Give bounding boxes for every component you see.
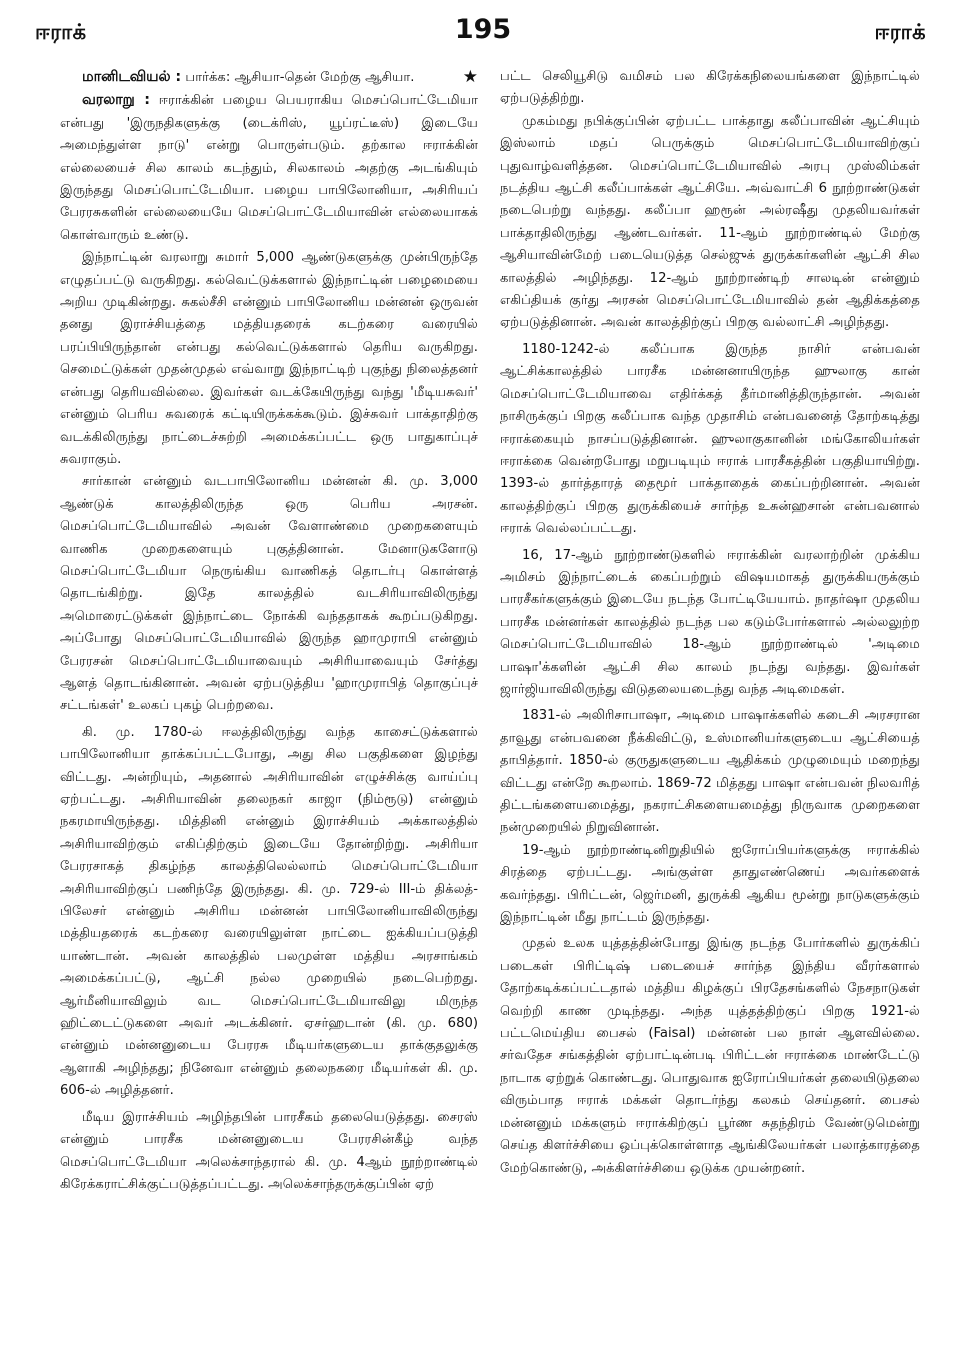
history-paragraph-1 [60, 89, 478, 247]
right-column [500, 66, 920, 1351]
left-column [60, 66, 478, 1351]
history-heading: வரலாறு : [82, 92, 151, 109]
history-paragraph-10: 1831-ல் அலிரிசாபாஷா, அடிமை பாஷாக்களில் கடைசி அரசரான தாவூது என்பவனை நீக்கிவிட்டு, உஸ்மானியர்களுடைய ஆட்சியைத் தாபித்தார். 1850-ல் குருதுகளுடைய ஆதிக்கம் முழுமையும் மறைந்து விட்டது என்றே கூறலாம். 1869-72 மித்தது பாஷா என்பவன் நிலவரித் திட்டங்களையமைத்து, நகராட்சிகளையமைத்து நிருவாக முறைகளை நன்முறையில் நிறுவினான். [500, 708, 920, 836]
page-header [0, 0, 966, 60]
history-paragraph-4: கி. மு. 1780-ல் ஈலத்திலிருந்து வந்த காசைட்டுக்களால் பாபிலோனியா தாக்கப்பட்டபோது, அது சில பகுதிகளை இழந்து விட்டது. அன்றியும், அதனால் அசிரியாவின் எழுச்சிக்கு வாய்ப்பு ஏற்பட்டது. அசிரியாவின் தலைநகர் காஜா (நிம்ரூடு) என்னும் நகரமாயிருந்தது. மித்தினி என்னும் இராச்சியம் அக்காலத்தில் அசிரியாவிற்கும் எகிப்திற்கும் இடையே தோன்றிற்று. அசிரியா பேரரசாகத் திகழ்ந்த காலத்திலெல்லாம் மெசப்பொட்டேமியா அசிரியாவிற்குப் பணிந்தே இருந்தது. கி. மு. 729-ல் III-ம் திக்லத்-பிலேசர் என்னும் அசிரிய மன்னன் பாபிலோனியாவிலிருந்து மத்தியதரைக் கடற்கரை வரையிலுள்ள நாட்டை ஐக்கியப்படுத்தி யாண்டான். அவன் காலத்தில் பலமுள்ள மத்திய அரசாங்கம் அமைக்கப்பட்டு, ஆட்சி நல்ல முறையில் நடைபெற்றது. ஆர்மீனியாவிலும் வட மெசப்பொட்டேமியாவிலு மிருந்த ஹிட்டைட்டுகளை அவர் அடக்கினர். ஏசர்ஹடான் (கி. மு. 680) என்னும் மன்னனுடைய பேரரசு மீடியர்களுடைய தாக்குதலுக்கு ஆளாகி அழிந்தது; நினேவா என்னும் தலைநகரை மீடியர்கள் கி. மு. 606-ல் அழித்தனர். [60, 724, 478, 1099]
history-paragraph-9: 16, 17-ஆம் நூற்றாண்டுகளில் ஈராக்கின் வரலாற்றின் முக்கிய அமிசம் இந்நாட்டைக் கைப்பற்றும் விஷயமாகத் துருக்கியருக்கும் பாரசீகர்களுக்கும் இடையே நடந்த போட்டியேயாம். நாதர்ஷா முதலிய பாரசீக மன்னர்கள் காலத்தில் நடந்த பல கடும்போர்களால் அல்லலுற்ற மெசப்பொட்டேமியாவில் 18-ஆம் நூற்றாண்டில் 'அடிமை பாஷா'க்களின் ஆட்சி சில காலம் நடந்து வந்தது. இவர்கள் ஜார்ஜியாவிலிருந்து விடுதலையடைந்து வந்த அடிமைகள். [500, 547, 920, 697]
star-icon: ★ [462, 67, 478, 87]
history-text-1: ஈராக்கின் பழைய பெயராகிய மெசப்பொட்டேமியா என்பது 'இருநதிகளுக்கு (டைக்ரிஸ், யூப்ரட்டீஸ்) இடையே அமைந்துள்ள நாடு' என்று பொருள்படும். தற்கால ஈராக்கின் எல்லையைச் சில காலம் கடந்தும், சிலகாலம் அதற்கு அடங்கியும் இருந்தது மெசப்பொட்டேமியா. பழைய பாபிலோனியா, அசிரியப் பேரரசுகளின் எல்லையையே மெசப்பொட்டேமியாவின் எல்லையாகக் கொள்வாரும் உண்டு. [60, 93, 478, 243]
running-head-right: ஈராக் [874, 20, 926, 44]
history-paragraph-12: முதல் உலக யுத்தத்தின்போது இங்கு நடந்த போர்களில் துருக்கிப் படைகள் பிரிட்டிஷ் படையைச் சார்ந்த இந்திய வீரர்களால் தோற்கடிக்கப்பட்டதால் மத்திய கிழக்குப் பிரதேசங்களில் நேசநாடுகள் வெற்றி காண முடிந்தது. அந்த யுத்தத்திற்குப் பிறகு 1921-ல் பட்டமெய்திய பைசல் (Faisal) மன்னன் பல நாள் ஆளவில்லை. சர்வதேச சங்கத்தின் ஏற்பாட்டின்படி பிரிட்டன் ஈராக்கை மாண்டேட்டு நாடாக ஏற்றுக் கொண்டது. பொதுவாக ஐரோப்பியர்கள் தலையிடுதலை விரும்பாத ஈராக் மக்கள் தொடர்ந்து கலகம் செய்தனர். பைசல் மன்னனும் மக்களும் ஈராக்கிற்குப் பூர்ண சுதந்திரம் வேண்டுமென்று செய்த கிளர்ச்சியை ஒப்புக்கொள்ளாத ஆங்கிலேயர்கள் பலாத்காரத்தை மேற்கொண்டு, அக்கிளர்ச்சியை ஒடுக்க முயன்றனர். [500, 936, 920, 1176]
page-number: 195 [454, 14, 512, 45]
history-paragraph-2: இந்நாட்டின் வரலாறு சுமார் 5,000 ஆண்டுகளுக்கு முன்பிருந்தே எழுதப்பட்டு வருகிறது. கல்வெட்டுக்களால் இந்நாட்டின் பழைமையை அறிய முடிகின்றது. சுகல்சீசி என்னும் பாபிலோனிய மன்னன் ஒருவன் தனது இராச்சியத்தை மத்தியதரைக் கடற்கரை வரையில் பரப்பியிருந்தான் என்பது கல்வெட்டுக்களால் தெரிய வருகிறது. செமைட்டுக்கள் முதன்முதல் எவ்வாறு இந்நாட்டிற் புகுந்து நிலைத்தனர் என்பது தெரியவில்லை. இவர்கள் வடக்கேயிருந்து வந்து 'மீடியசுவர்' என்னும் பெரிய சுவரைக் கட்டியிருக்கக்கூடும். இச்சுவர் பாக்தாதிற்கு வடக்கிலிருந்து நாட்டைச்சுற்றி அமைக்கப்பட்ட ஒரு பாதுகாப்புச் சுவராகும். [60, 250, 478, 467]
history-paragraph-3: சார்கான் என்னும் வடபாபிலோனிய மன்னன் கி. மு. 3,000 ஆண்டுக் காலத்திலிருந்த ஒரு பெரிய அரசன். மெசப்பொட்டேமியாவில் அவன் வேளாண்மை முறைகளையும் வாணிக முறைகளையும் புகுத்தினான். மேனாடுகளோடு மெசப்பொட்டேமியா நெருங்கிய வாணிகத் தொடர்பு கொள்ளத் தொடங்கிற்று. இதே காலத்தில் வடசிரியாவிலிருந்து அமொரைட்டுக்கள் இந்நாட்டை நோக்கி வந்ததாகக் கூறப்படுகிறது. அப்போது மெசப்பொட்டேமியாவில் இருந்த ஹாமுராபி என்னும் பேரரசன் மெசப்பொட்டேமியாவையும் அசிரியாவையும் சேர்த்து ஆளத் தொடங்கினான். அவன் ஏற்படுத்திய 'ஹாமுராபித் தொகுப்புச் சட்டங்கள்' உலகப் புகழ் பெற்றவை. [60, 474, 478, 714]
history-paragraph-7: முகம்மது நபிக்குப்பின் ஏற்பட்ட பாக்தாது கலீப்பாவின் ஆட்சியும் இஸ்லாம் மதப் பெருக்கும் மெசப்பொட்டேமியாவிற்குப் புதுவாழ்வளித்தன. மெசப்பொட்டேமியாவில் அரபு முஸ்லிம்கள் நடத்திய ஆட்சி கலீப்பாக்கள் ஆட்சியே. அவ்வாட்சி 6 நூற்றாண்டுகள் நடைபெற்று வந்தது. கலீப்பா ஹரூன் அல்ரஷீது முதலியவர்கள் பாக்தாதிலிருந்து ஆண்டவர்கள். 11-ஆம் நூற்றாண்டில் மேற்கு ஆசியாவின்மேற் படையெடுத்த செல்ஜுக் துருக்கர்களின் ஆட்சி சில காலத்தில் அழிந்தது. 12-ஆம் நூற்றாண்டிற் சாலடின் என்னும் எகிப்தியக் குர்து அரசன் மெசப்பொட்டேமியாவில் தன் ஆதிக்கத்தை ஏற்படுத்தினான். அவன் காலத்திற்குப் பிறகு வல்லாட்சி அழிந்தது. [500, 113, 920, 331]
history-paragraph-11: 19-ஆம் நூற்றாண்டினிறுதியில் ஐரோப்பியர்களுக்கு ஈராக்கில் சிரத்தை ஏற்பட்டது. அங்குள்ள தாதுஎண்ணெய் அவர்களைக் கவர்ந்தது. பிரிட்டன், ஜெர்மனி, துருக்கி ஆகிய மூன்று நாடுகளுக்கும் இந்நாட்டின் மீது நாட்டம் இருந்தது. [500, 842, 920, 926]
running-head-left: ஈராக் [35, 20, 87, 44]
anthropology-text: பார்க்க: ஆசியா-தென் மேற்கு ஆசியா. [185, 70, 415, 85]
anthropology-heading: மானிடவியல் : [82, 69, 182, 85]
history-paragraph-5: மீடிய இராச்சியம் அழிந்தபின் பாரசீகம் தலையெடுத்தது. சைரஸ் என்னும் பாரசீக மன்னனுடைய பேரரசின்கீழ் வந்த மெசப்பொட்டேமியா அலெக்சாந்தரால் கி. மு. 4ஆம் நூற்றாண்டில் கிரேக்கராட்சிக்குட்படுத்தப்பட்டது. அலெக்சாந்தருக்குப்பின் ஏற் [60, 1109, 478, 1192]
history-paragraph-8: 1180-1242-ல் கலீப்பாக இருந்த நாசிர் என்பவன் ஆட்சிக்காலத்தில் பாரசீக மன்னனாயிருந்த ஹுலாகு கான் மெசப்பொட்டேமியாவை எதிர்க்கத் தீர்மானித்திருந்தான். அவன் நாசிருக்குப் பிறகு கலீப்பாக வந்த முதாசிம் என்பவனைத் தோற்கடித்து ஈராக்கையும் நாசப்படுத்தினான். ஹுலாகுகானின் மங்கோலியர்கள் ஈராக்கை வென்றபோது மறுபடியும் ஈராக் பாரசீகத்தின் பகுதியாயிற்று. 1393-ல் தார்த்தாரத் தைமூர் பாக்தாதைக் கைப்பற்றினான். அவன் காலத்திற்குப் பிறகு துருக்கியைச் சார்ந்த உசுன்ஹசான் என்பவனால் ஈராக் வெல்லப்பட்டது. [500, 341, 920, 537]
anthropology-paragraph [60, 66, 478, 89]
history-paragraph-6: பட்ட செலியூசிடு வமிசம் பல கிரேக்கநிலையங்களை இந்நாட்டில் ஏற்படுத்திற்று. [500, 69, 920, 107]
